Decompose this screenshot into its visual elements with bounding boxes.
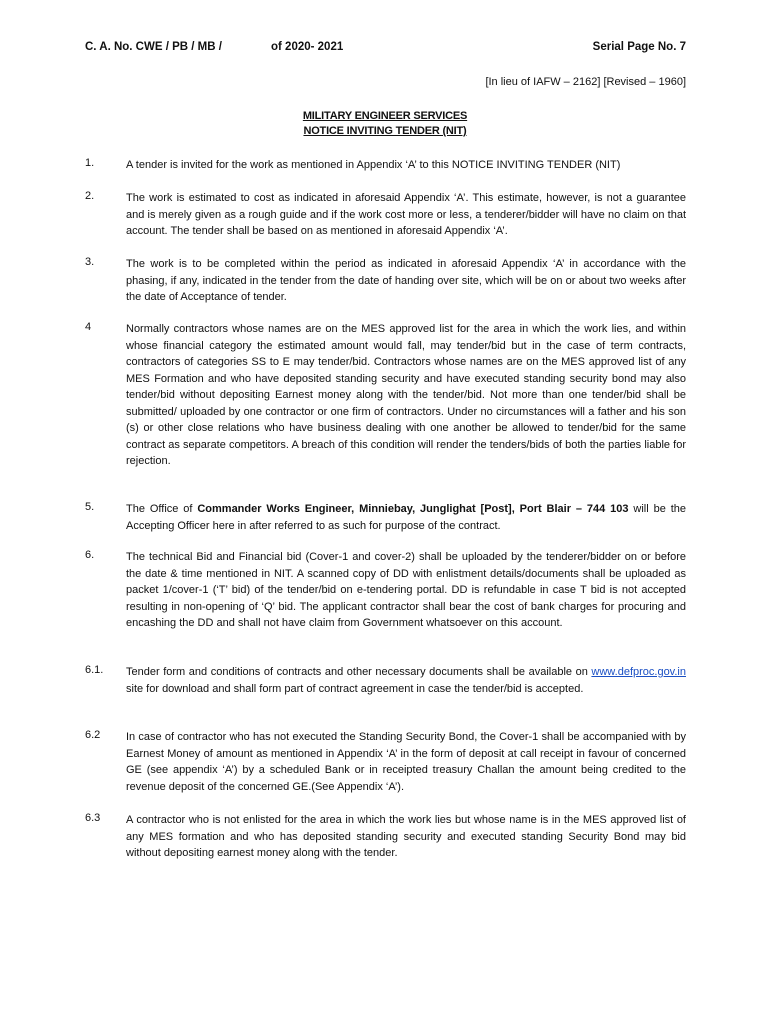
document-subtitle: NOTICE INVITING TENDER (NIT): [303, 125, 467, 137]
paragraph-text: The work is to be completed within the period as indicated in aforesaid Appendix ‘A’ in accordance with the phasing, if any, indicated in the tender from the date of handing over site, which will be on or about two weeks after the date of Acceptance of tender.: [126, 258, 686, 303]
paragraph-number: 4: [85, 321, 92, 333]
paragraph-text: [126, 501, 686, 534]
contract-year: of 2020- 2021: [271, 41, 344, 53]
paragraph-text: [126, 664, 686, 697]
paragraph-number: 6.1.: [85, 664, 104, 676]
paragraph-text: In case of contractor who has not executed the Standing Security Bond, the Cover-1 shall be accompanied with by Earnest Money of amount as mentioned in Appendix ‘A’ in the form of deposit at call receipt in favour of concerned GE (see appendix ‘A’) by a scheduled Bank or in receipted treasury Challan the amount being credited to the revenue deposit of the concerned GE.(See Appendix ‘A’).: [126, 731, 686, 793]
paragraph-text: The work is estimated to cost as indicated in aforesaid Appendix ‘A’. This estimate, however, is not a guarantee and is merely given as a rough guide and if the work cost more or less, a tenderer/bidder will have no claim on that account. The tender shall be based on as mentioned in aforesaid Appendix ‘A’.: [126, 192, 686, 237]
defproc-link[interactable]: www.defproc.gov.in: [591, 666, 686, 678]
paragraph-text-start: Tender form and conditions of contracts and other necessary documents shall be available on: [126, 666, 592, 678]
form-reference: [In lieu of IAFW – 2162] [Revised – 1960]: [485, 76, 686, 88]
paragraph-text: A tender is invited for the work as mentioned in Appendix ‘A’ to this NOTICE INVITING TENDER (NIT): [126, 159, 621, 171]
paragraph-number: 1.: [85, 157, 95, 169]
accepting-officer-name: Commander Works Engineer, Minniebay, Junglighat [Post], Port Blair – 744 103: [197, 503, 629, 515]
paragraph-number: 6.3: [85, 812, 101, 824]
paragraph-text-start: The Office of: [126, 503, 198, 515]
document-title: MILITARY ENGINEER SERVICES: [302, 110, 468, 122]
paragraph-text-end: will be the Accepting Officer here in after referred to as such for purpose of the contract.: [126, 503, 686, 532]
paragraph-text-end: site for download and shall form part of contract agreement in case the tender/bid is accepted.: [126, 682, 584, 695]
contract-number: C. A. No. CWE / PB / MB /: [85, 41, 222, 53]
paragraph-text: A contractor who is not enlisted for the area in which the work lies but whose name is in the MES approved list of any MES formation and who has deposited standing security and executed standing Security Bond may bid without depositing earnest money along with the tender.: [126, 814, 686, 859]
paragraph-text: Normally contractors whose names are on the MES approved list for the area in which the work lies, and within whose financial category the estimated amount would fall, may tender/bid but in the case of term contracts, contractors of categories SS to E may tender/bid. Contractors whose names are on the MES approved list of any MES Formation and who have deposited standing security and have executed standing security bond may also tender/bid without depositing Earnest money along with the tender/bid. Not more than one tender/bid shall be submitted/ uploaded by one contractor or one firm of contractors. Under no circumstances will a father and his son (s) or other close relations who have business dealing with one another be allowed to tender/bid for the same contract as separate competitors. A breach of this condition will render the tenders/bids of both the parties liable for rejection.: [126, 323, 686, 467]
paragraph-number: 3.: [85, 256, 95, 268]
paragraph-number: 6.2: [85, 729, 101, 741]
paragraph-number: 5.: [85, 501, 95, 513]
paragraph-number: 2.: [85, 190, 95, 202]
paragraph-text: The technical Bid and Financial bid (Cover-1 and cover-2) shall be uploaded by the tenderer/bidder on or before the date & time mentioned in NIT. A scanned copy of DD with enlistment details/documents shall be uploaded as packet 1/cover-1 (‘T’ bid) of the tender/bid on e-tendering portal. DD is refundable in case T bid is not accepted resulting in non-opening of ‘Q’ bid. The applicant contractor shall bear the cost of bank charges for procuring and encashing the DD and shall not have claim from Government whatsoever on this account.: [126, 551, 686, 629]
paragraph-number: 6.: [85, 549, 95, 561]
serial-page-number: Serial Page No. 7: [592, 41, 686, 53]
